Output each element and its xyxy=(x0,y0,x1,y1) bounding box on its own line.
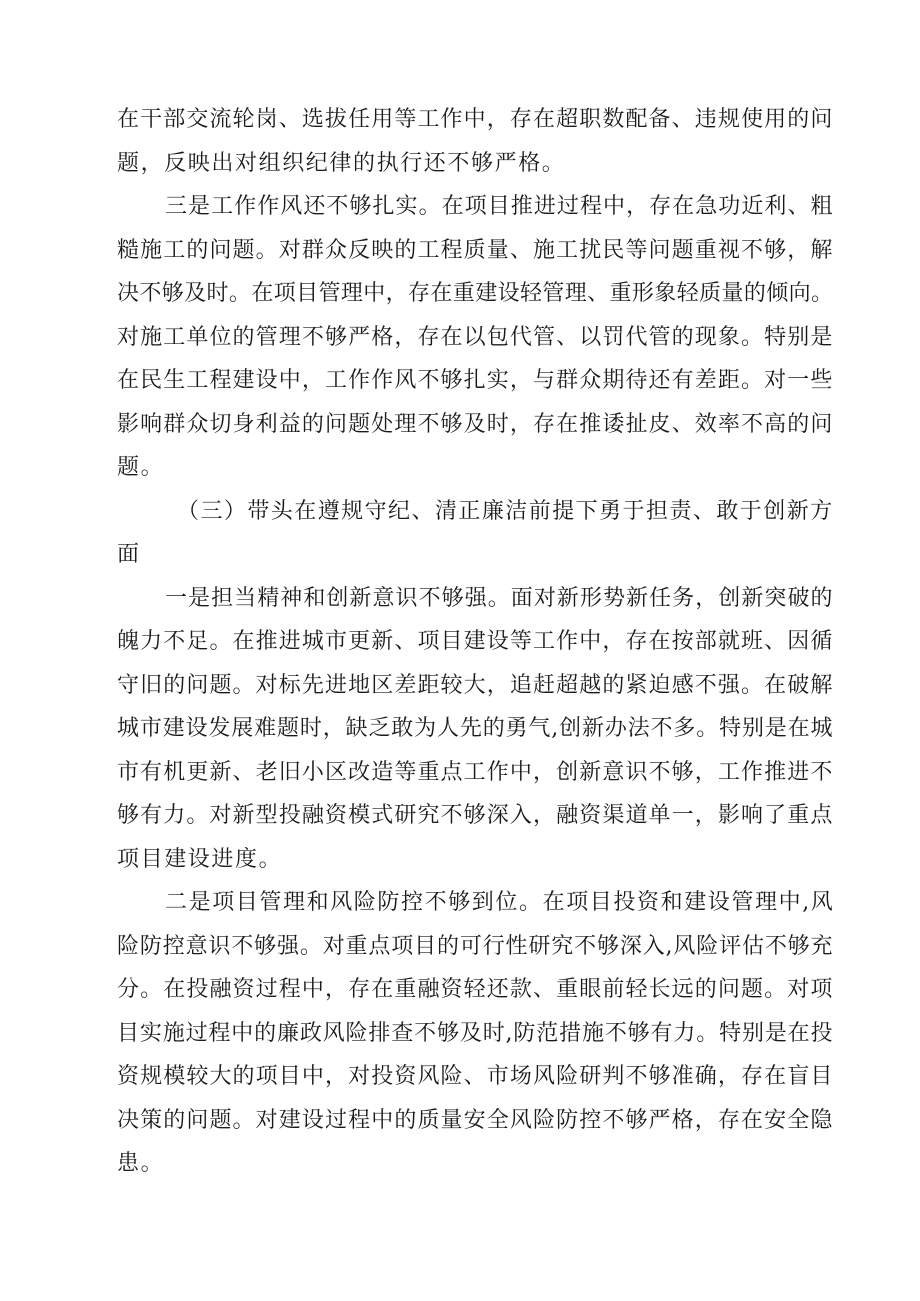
text-line: 患。 xyxy=(117,1151,165,1176)
text-line: 三是工作作风还不够扎实。在项目推进过程中，存在急功近利、粗 xyxy=(165,194,834,219)
section-heading xyxy=(117,490,835,577)
text-line: 市有机更新、老旧小区改造等重点工作中，创新意识不够，工作推进不 xyxy=(117,759,834,785)
paragraph-work-style xyxy=(117,185,835,490)
paragraph-innovation xyxy=(117,577,835,882)
paragraph-risk-control xyxy=(117,881,835,1186)
text-line: 题，反映出对组织纪律的执行还不够严格。 xyxy=(117,150,566,176)
text-line: 对施工单位的管理不够严格，存在以包代管、以罚代管的现象。特别是 xyxy=(117,324,834,350)
text-line: 在民生工程建设中，工作作风不够扎实，与群众期待还有差距。对一些 xyxy=(117,368,834,393)
text-line: 魄力不足。在推进城市更新、项目建设等工作中，存在按部就班、因循 xyxy=(117,629,834,654)
document-body xyxy=(117,98,835,1186)
text-line: 分。在投融资过程中，存在重融资轻还款、重眼前轻长远的问题。对项 xyxy=(117,977,834,1002)
text-line: 险防控意识不够强。对重点项目的可行性研究不够深入,风险评估不够充 xyxy=(117,933,834,959)
text-line: 够有力。对新型投融资模式研究不够深入，融资渠道单一，影响了重点 xyxy=(117,803,834,828)
text-line: 一是担当精神和创新意识不够强。面对新形势新任务，创新突破的 xyxy=(165,585,834,611)
text-line: 在干部交流轮岗、选拔任用等工作中，存在超职数配备、违规使用的问 xyxy=(117,107,834,132)
text-line: 项目建设进度。 xyxy=(117,846,283,872)
text-line: 二是项目管理和风险防控不够到位。在项目投资和建设管理中,风 xyxy=(165,890,835,915)
heading-line: 面 xyxy=(117,542,141,567)
paragraph-continued xyxy=(117,98,835,185)
text-line: 影响群众切身利益的问题处理不够及时，存在推诿扯皮、效率不高的问 xyxy=(117,411,834,437)
heading-line: （三）带头在遵规守纪、清正廉洁前提下勇于担责、敢于创新方 xyxy=(177,498,834,524)
text-line: 资规模较大的项目中，对投资风险、市场风险研判不够准确，存在盲目 xyxy=(117,1064,834,1089)
text-line: 城市建设发展难题时，缺乏敢为人先的勇气,创新办法不多。特别是在城 xyxy=(117,716,834,741)
text-line: 目实施过程中的廉政风险排查不够及时,防范措施不够有力。特别是在投 xyxy=(117,1020,834,1046)
text-line: 题。 xyxy=(117,455,165,480)
text-line: 糙施工的问题。对群众反映的工程质量、施工扰民等问题重视不够，解 xyxy=(117,237,834,263)
text-line: 守旧的问题。对标先进地区差距较大，追赶超越的紧迫感不强。在破解 xyxy=(117,672,834,698)
text-line: 决不够及时。在项目管理中，存在重建设轻管理、重形象轻质量的倾向。 xyxy=(117,281,834,306)
text-line: 决策的问题。对建设过程中的质量安全风险防控不够严格，存在安全隐 xyxy=(117,1107,834,1133)
